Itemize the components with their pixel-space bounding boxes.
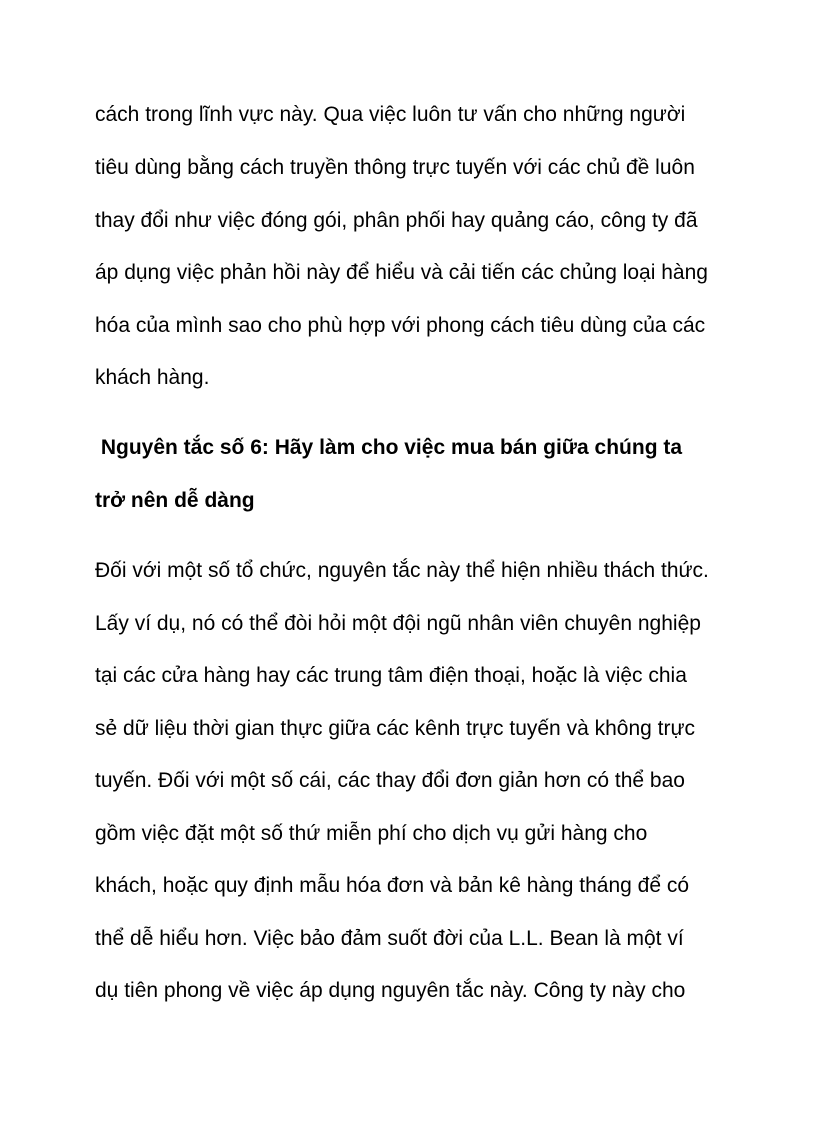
text-line: gồm việc đặt một số thứ miễn phí cho dịch vụ gửi hàng cho (95, 822, 648, 845)
text-line: thể dễ hiểu hơn. Việc bảo đảm suốt đời của L.L. Bean là một ví (95, 927, 684, 950)
text-line: dụ tiên phong về việc áp dụng nguyên tắc này. Công ty này cho (95, 979, 686, 1002)
heading-line: Nguyên tắc số 6: Hãy làm cho việc mua bán giữa chúng ta (95, 436, 683, 459)
text-line: cách trong lĩnh vực này. Qua việc luôn tư vấn cho những người (95, 103, 686, 126)
text-line: sẻ dữ liệu thời gian thực giữa các kênh trực tuyến và không trực (95, 717, 696, 740)
text-line: Đối với một số tổ chức, nguyên tắc này thể hiện nhiều thách thức. (95, 559, 709, 582)
text-line: hóa của mình sao cho phù hợp với phong cách tiêu dùng của các (95, 314, 706, 337)
text-line: thay đổi như việc đóng gói, phân phối hay quảng cáo, công ty đã (95, 209, 698, 232)
heading-line: trở nên dễ dàng (95, 489, 255, 512)
text-line: tuyến. Đối với một số cái, các thay đổi đơn giản hơn có thể bao (95, 769, 685, 792)
text-line: Lấy ví dụ, nó có thể đòi hỏi một đội ngũ nhân viên chuyên nghiệp (95, 612, 701, 635)
text-line: áp dụng việc phản hồi này để hiểu và cải tiến các chủng loại hàng (95, 261, 708, 284)
text-line: khách, hoặc quy định mẫu hóa đơn và bản kê hàng tháng để có (95, 874, 690, 897)
text-line: tiêu dùng bằng cách truyền thông trực tuyến với các chủ đề luôn (95, 156, 695, 179)
text-line: khách hàng. (95, 366, 210, 389)
text-line: tại các cửa hàng hay các trung tâm điện thoại, hoặc là việc chia (95, 664, 687, 687)
